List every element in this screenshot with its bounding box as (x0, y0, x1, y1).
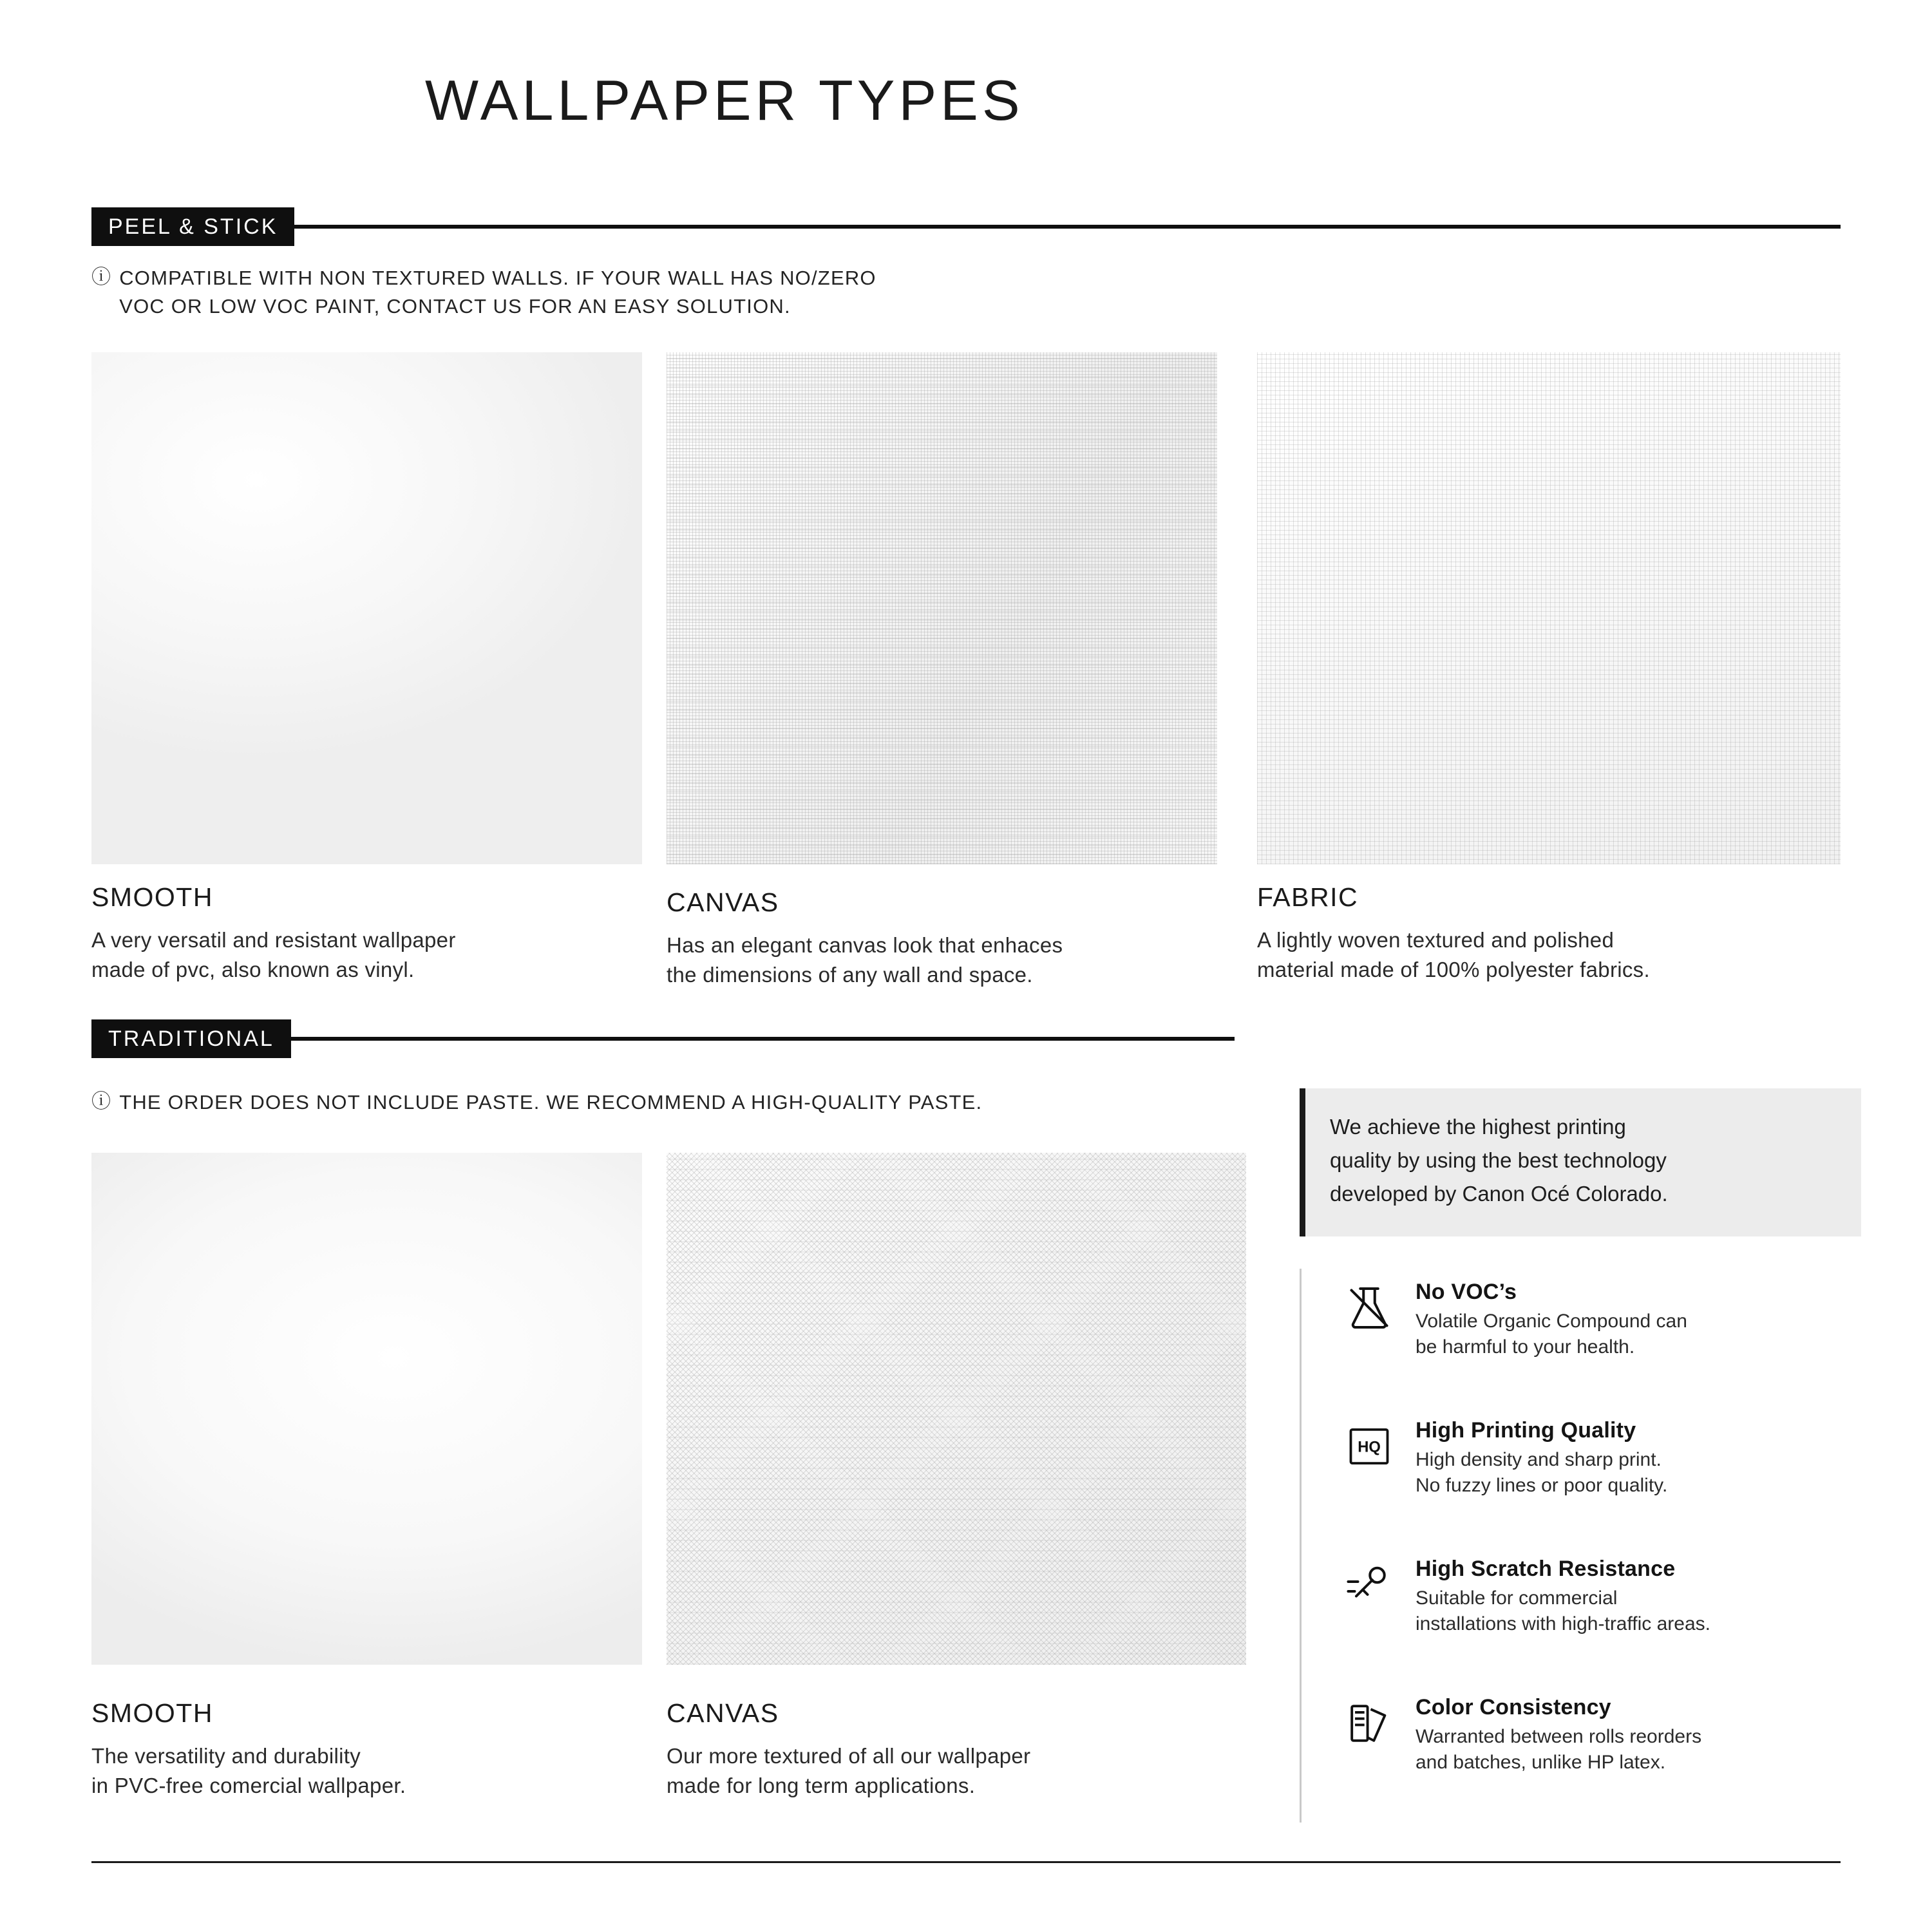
desc-line2: installations with high-traffic areas. (1416, 1613, 1710, 1635)
desc-line2: made of pvc, also known as vinyl. (91, 957, 415, 981)
desc-line2: material made of 100% polyester fabrics. (1257, 957, 1650, 981)
desc-line1: The versatility and durability (91, 1744, 361, 1768)
section-header-traditional (91, 1019, 1235, 1058)
quote-line1: We achieve the highest printing (1330, 1115, 1626, 1139)
desc-line2: the dimensions of any wall and space. (667, 962, 1033, 987)
traditional-note (91, 1088, 1225, 1117)
desc-line1: Suitable for commercial (1416, 1587, 1618, 1609)
swatch-title-peel-fabric: FABRIC (1257, 882, 1359, 912)
swatch-desc-traditional-canvas (667, 1741, 1246, 1800)
section-rule (291, 1037, 1235, 1041)
feature-color-consistency (1340, 1694, 1868, 1776)
section-header-peel-and-stick (91, 207, 1841, 246)
desc-line1: Our more textured of all our wallpaper (667, 1744, 1031, 1768)
swatch-title-traditional-canvas: CANVAS (667, 1698, 779, 1728)
scratch-resistance-icon (1340, 1555, 1399, 1615)
desc-line2: be harmful to your health. (1416, 1336, 1635, 1358)
quote-line3: developed by Canon Océ Colorado. (1330, 1182, 1668, 1206)
swatch-peel-fabric (1257, 352, 1841, 864)
feature-desc (1416, 1586, 1710, 1637)
section-rule (294, 225, 1841, 229)
desc-line1: Warranted between rolls reorders (1416, 1726, 1702, 1747)
desc-line1: A lightly woven textured and polished (1257, 928, 1615, 952)
desc-line1: Has an elegant canvas look that enhaces (667, 933, 1063, 957)
swatch-title-peel-smooth: SMOOTH (91, 882, 213, 912)
feature-desc (1416, 1447, 1667, 1499)
feature-title: High Scratch Resistance (1416, 1557, 1676, 1581)
swatch-desc-peel-canvas (667, 931, 1246, 989)
swatch-desc-traditional-smooth (91, 1741, 671, 1800)
feature-high-printing-quality (1340, 1417, 1868, 1499)
swatch-title-traditional-smooth: SMOOTH (91, 1698, 213, 1728)
swatch-desc-peel-fabric (1257, 925, 1875, 984)
printing-quality-quote (1300, 1088, 1861, 1236)
peel-and-stick-note (91, 264, 1186, 321)
feature-desc (1416, 1724, 1701, 1776)
section-tag-peel-and-stick: PEEL & STICK (91, 207, 294, 246)
swatch-peel-smooth (91, 352, 642, 864)
traditional-note-text: THE ORDER DOES NOT INCLUDE PASTE. WE RECOMMEND A HIGH-QUALITY PASTE. (119, 1091, 983, 1113)
feature-title: No VOC’s (1416, 1280, 1517, 1304)
section-tag-traditional: TRADITIONAL (91, 1019, 291, 1058)
features-divider (1300, 1269, 1302, 1823)
info-icon: ⓘ (91, 267, 112, 288)
desc-line2: and batches, unlike HP latex. (1416, 1752, 1666, 1774)
desc-line1: A very versatil and resistant wallpaper (91, 928, 456, 952)
desc-line2: No fuzzy lines or poor quality. (1416, 1475, 1668, 1497)
feature-no-voc (1340, 1278, 1868, 1360)
hq-print-icon (1340, 1417, 1399, 1476)
feature-desc (1416, 1309, 1687, 1360)
desc-line2: made for long term applications. (667, 1773, 976, 1797)
feature-high-scratch-resistance (1340, 1555, 1868, 1637)
desc-line1: Volatile Organic Compound can (1416, 1311, 1687, 1332)
desc-line1: High density and sharp print. (1416, 1449, 1662, 1470)
info-icon: ⓘ (91, 1091, 112, 1112)
swatch-traditional-smooth (91, 1153, 642, 1665)
page-title: WALLPAPER TYPES (425, 68, 1024, 132)
swatch-peel-canvas (667, 352, 1217, 864)
bottom-rule (91, 1861, 1841, 1863)
svg-text:HQ: HQ (1358, 1438, 1381, 1456)
peel-and-stick-note-line1: COMPATIBLE WITH NON TEXTURED WALLS. IF YOUR WALL HAS NO/ZERO (119, 267, 876, 289)
color-consistency-icon (1340, 1694, 1399, 1753)
feature-title: High Printing Quality (1416, 1418, 1636, 1443)
desc-line2: in PVC-free comercial wallpaper. (91, 1773, 406, 1797)
peel-and-stick-note-line2: VOC OR LOW VOC PAINT, CONTACT US FOR AN EASY SOLUTION. (119, 295, 791, 318)
feature-title: Color Consistency (1416, 1695, 1611, 1719)
swatch-title-peel-canvas: CANVAS (667, 887, 779, 917)
swatch-traditional-canvas (667, 1153, 1246, 1665)
quote-line2: quality by using the best technology (1330, 1148, 1667, 1173)
no-voc-icon (1340, 1278, 1399, 1338)
swatch-desc-peel-smooth (91, 925, 671, 984)
